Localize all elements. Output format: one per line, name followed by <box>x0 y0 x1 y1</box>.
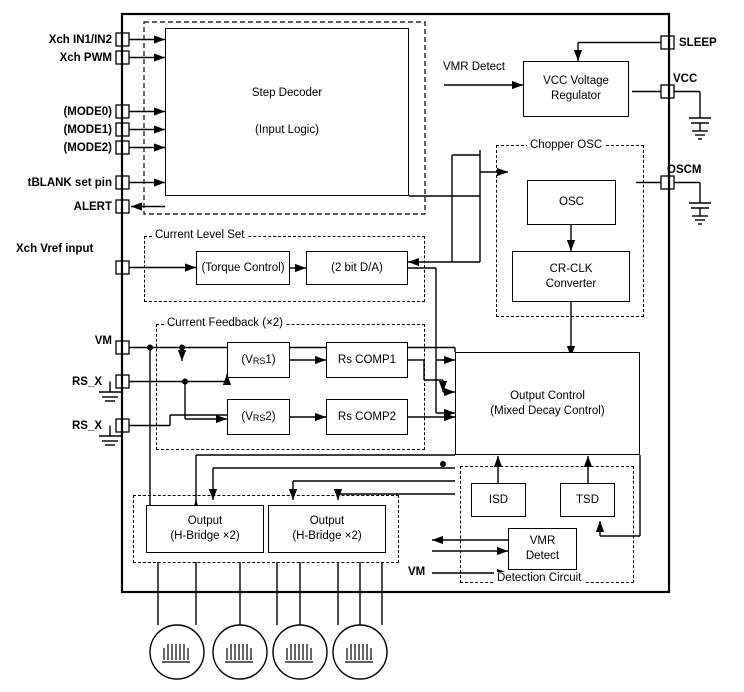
block-step-decoder-line2: (Input Logic) <box>255 124 319 136</box>
block-vcc-regulator-line1: VCC Voltage <box>543 75 609 88</box>
block-torque-control-line1: (Torque Control) <box>201 261 285 274</box>
pin-label-vcc: VCC <box>673 73 698 85</box>
block-vmr-detect-line2: Detect <box>525 550 560 562</box>
block-osc[interactable] <box>527 180 616 225</box>
pin-label-xch-in1-in2: Xch IN1/IN2 <box>48 34 112 46</box>
block-vrs1[interactable] <box>227 342 290 378</box>
block-output-control[interactable] <box>455 352 640 455</box>
block-step-decoder-line1: Step Decoder <box>251 87 323 100</box>
block-vmr-detect[interactable] <box>508 528 577 570</box>
pin-label-mode2: (MODE2) <box>63 142 112 154</box>
group-current-level-set-label: Current Level Set <box>152 229 248 241</box>
block-vmr-detect-line1: VMR <box>529 535 556 548</box>
pin-label-tblank: tBLANK set pin <box>27 177 112 189</box>
group-detection-circuit-label: Detection Circuit <box>494 572 584 584</box>
block-isd[interactable] <box>471 483 526 517</box>
block-osc-line1: OSC <box>559 196 584 209</box>
block-rs-comp2-line1: Rs COMP2 <box>337 410 397 423</box>
block-torque-control[interactable] <box>196 251 290 285</box>
block-2bit-da-line1: (2 bit D/A) <box>331 261 383 274</box>
group-current-feedback-label: Current Feedback (×2) <box>164 317 286 329</box>
block-rs-comp1[interactable] <box>326 342 408 378</box>
pin-label-mode1: (MODE1) <box>63 124 112 136</box>
pin-label-rs-x-1: RS_X <box>72 376 103 388</box>
block-rs-comp1-line1: Rs COMP1 <box>337 353 397 366</box>
block-cr-clk-line1: CR-CLK <box>549 262 593 275</box>
block-output-hbridge-1-line2: (H-Bridge ×2) <box>170 530 240 542</box>
block-output-hbridge-1-line1: Output <box>187 515 223 528</box>
pin-label-vm: VM <box>94 335 112 347</box>
pin-label-xch-vref: Xch Vref input <box>16 243 94 255</box>
block-rs-comp2[interactable] <box>326 399 408 435</box>
block-step-decoder[interactable] <box>165 28 409 196</box>
block-vrs1-label: (VRS1) <box>241 353 276 366</box>
block-output-hbridge-2-line2: (H-Bridge ×2) <box>292 530 362 542</box>
annotation-vm-detect-input: VM <box>408 566 426 578</box>
block-2bit-da[interactable] <box>306 251 408 285</box>
block-output-hbridge-2-line1: Output <box>309 515 345 528</box>
block-output-control-line1: Output Control <box>510 389 585 402</box>
pin-label-sleep: SLEEP <box>679 37 717 49</box>
block-tsd[interactable] <box>560 483 615 517</box>
block-vcc-voltage-regulator[interactable] <box>523 61 629 117</box>
block-output-control-line2: (Mixed Decay Control) <box>490 404 605 417</box>
annotation-vmr-detect: VMR Detect <box>443 61 505 73</box>
pin-label-rs-x-2: RS_X <box>72 420 103 432</box>
pin-label-mode0: (MODE0) <box>63 106 112 118</box>
pin-label-xch-pwm: Xch PWM <box>59 52 112 64</box>
block-vrs2[interactable] <box>227 399 290 435</box>
block-cr-clk-converter[interactable] <box>512 251 630 302</box>
pin-label-oscm: OSCM <box>667 164 702 176</box>
group-chopper-osc-label: Chopper OSC <box>527 139 605 151</box>
block-tsd-line1: TSD <box>576 493 599 506</box>
block-vrs2-label: (VRS2) <box>241 410 276 423</box>
block-isd-line1: ISD <box>488 493 509 506</box>
block-vcc-regulator-line2: Regulator <box>551 90 601 102</box>
pin-label-alert: ALERT <box>73 201 112 213</box>
block-cr-clk-line2: Converter <box>545 277 597 290</box>
block-output-hbridge-2[interactable] <box>268 505 386 553</box>
block-output-hbridge-1[interactable] <box>146 505 264 553</box>
